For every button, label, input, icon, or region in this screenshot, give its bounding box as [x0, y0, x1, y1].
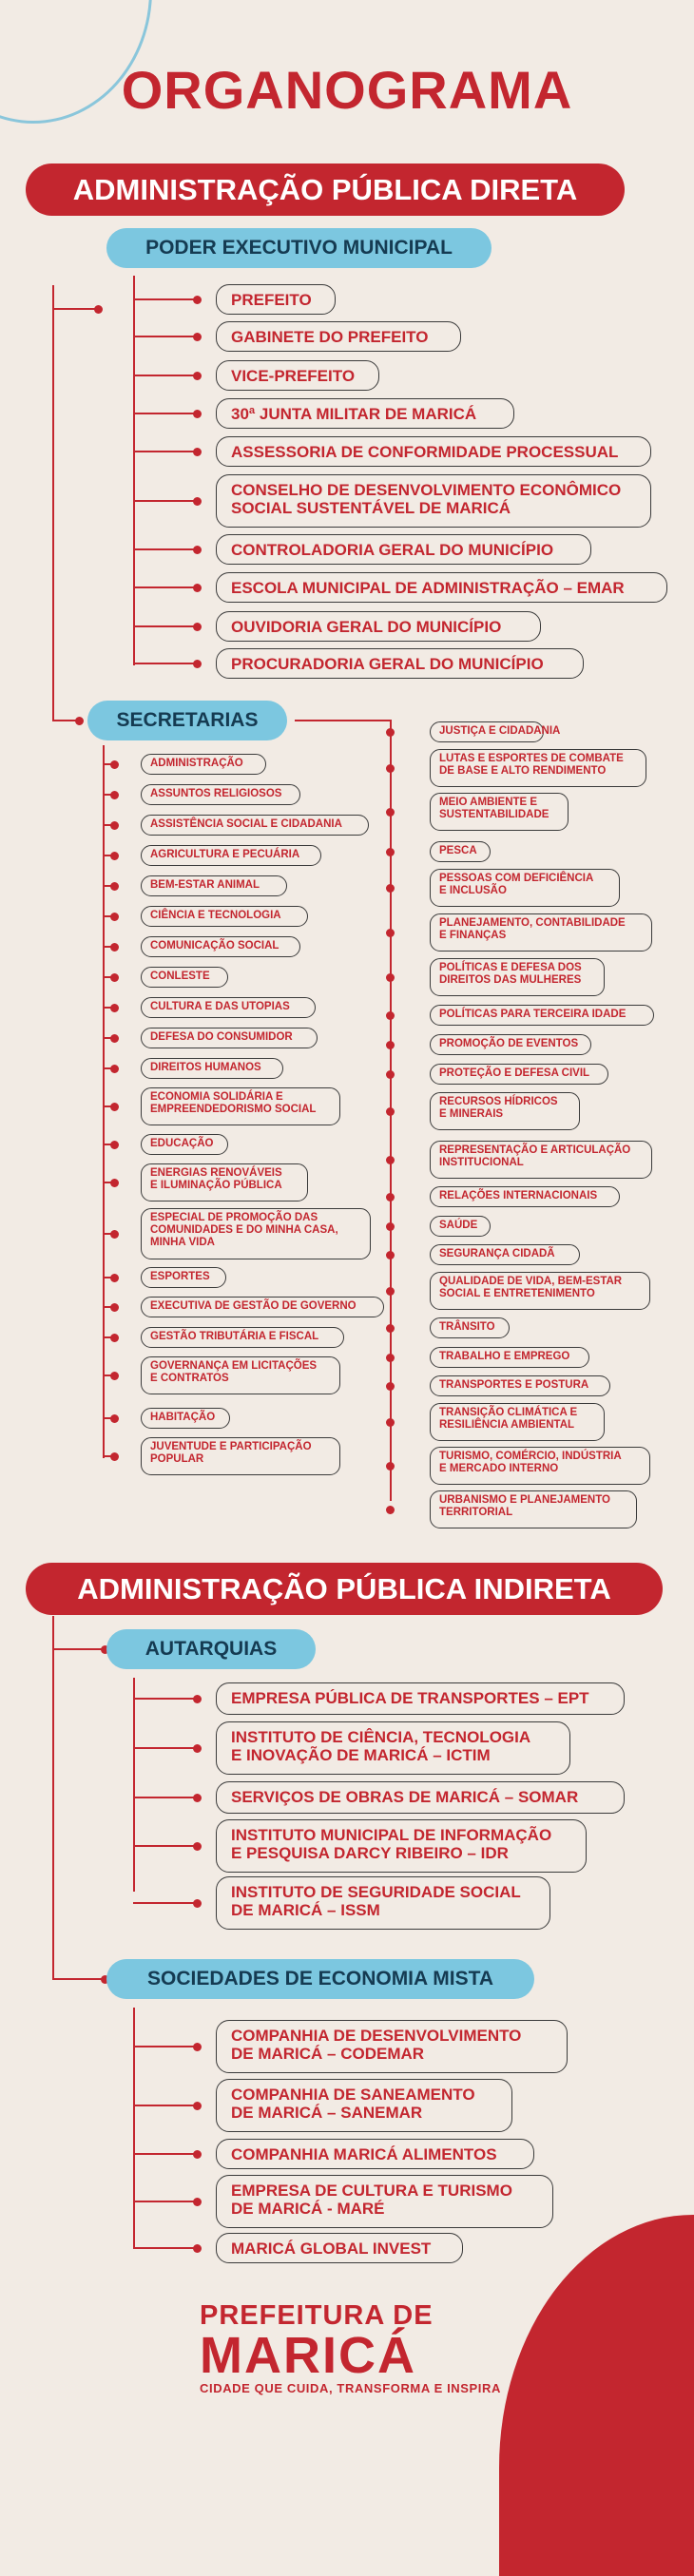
item-dot — [110, 760, 119, 769]
secretaria-left-item: AGRICULTURA E PECUÁRIA — [141, 845, 321, 866]
secretaria-left-item: ESPORTES — [141, 1267, 226, 1288]
secretaria-right-item: RECURSOS HÍDRICOS E MINERAIS — [430, 1092, 580, 1130]
item-dot — [193, 448, 202, 456]
executivo-connector — [52, 308, 98, 310]
secretaria-left-item: GOVERNANÇA EM LICITAÇÕES E CONTRATOS — [141, 1356, 340, 1394]
autarquia-item: SERVIÇOS DE OBRAS DE MARICÁ – SOMAR — [216, 1781, 625, 1814]
executivo-item: 30ª JUNTA MILITAR DE MARICÁ — [216, 398, 514, 429]
item-connector — [133, 2153, 197, 2155]
item-dot — [193, 410, 202, 418]
mista-item: COMPANHIA MARICÁ ALIMENTOS — [216, 2139, 534, 2169]
item-dot — [386, 1324, 395, 1333]
item-dot — [193, 1899, 202, 1908]
item-connector — [133, 663, 197, 664]
secretaria-right-item: SEGURANÇA CIDADÃ — [430, 1244, 580, 1265]
footer-line2: MARICÁ — [200, 2327, 416, 2384]
autarquia-item: INSTITUTO DE SEGURIDADE SOCIAL DE MARICÁ – ISSM — [216, 1876, 550, 1930]
secretaria-left-item: ASSUNTOS RELIGIOSOS — [141, 784, 300, 805]
secretaria-right-item: TRANSIÇÃO CLIMÁTICA E RESILIÊNCIA AMBIENTAL — [430, 1403, 605, 1441]
item-dot — [386, 1011, 395, 1020]
footer-tagline: CIDADE QUE CUIDA, TRANSFORMA E INSPIRA — [200, 2381, 501, 2395]
secretaria-right-item: JUSTIÇA E CIDADANIA — [430, 721, 544, 742]
secretaria-right-item: TURISMO, COMÉRCIO, INDÚSTRIA E MERCADO INTERNO — [430, 1447, 650, 1485]
item-dot — [110, 1230, 119, 1239]
footer-line1: PREFEITURA DE — [200, 2300, 434, 2331]
item-connector — [133, 625, 197, 627]
secretaria-left-item: EDUCAÇÃO — [141, 1134, 228, 1155]
secretaria-right-item: URBANISMO E PLANEJAMENTO TERRITORIAL — [430, 1490, 637, 1528]
item-dot — [110, 1452, 119, 1461]
executivo-vertical-line — [133, 276, 135, 665]
secretaria-right-item: POLÍTICAS PARA TERCEIRA IDADE — [430, 1005, 654, 1026]
item-dot — [193, 2150, 202, 2159]
item-dot — [386, 973, 395, 982]
item-dot — [386, 1222, 395, 1231]
executivo-pill: PODER EXECUTIVO MUNICIPAL — [106, 228, 492, 268]
item-dot — [386, 1418, 395, 1427]
secretaria-right-item: PLANEJAMENTO, CONTABILIDADE E FINANÇAS — [430, 913, 652, 952]
item-connector — [133, 2201, 197, 2202]
item-dot — [386, 1382, 395, 1391]
item-connector — [133, 548, 197, 550]
item-dot — [193, 623, 202, 631]
item-dot — [110, 791, 119, 799]
direta-trunk-line — [52, 285, 54, 721]
item-dot — [386, 1156, 395, 1164]
page-title: ORGANOGRAMA — [121, 60, 573, 120]
item-dot — [386, 808, 395, 817]
item-connector — [133, 2247, 197, 2249]
item-dot — [110, 1065, 119, 1073]
executivo-item: OUVIDORIA GERAL DO MUNICÍPIO — [216, 611, 541, 642]
secretarias-pill: SECRETARIAS — [87, 701, 287, 740]
secretaria-right-item: MEIO AMBIENTE E SUSTENTABILIDADE — [430, 793, 569, 831]
item-dot — [193, 372, 202, 380]
secretaria-right-item: SAÚDE — [430, 1216, 491, 1237]
item-dot — [193, 1744, 202, 1753]
secretaria-left-item: DIREITOS HUMANOS — [141, 1058, 283, 1079]
item-dot — [193, 1842, 202, 1851]
secretaria-right-item: RELAÇÕES INTERNACIONAIS — [430, 1186, 620, 1207]
item-dot — [110, 852, 119, 860]
item-dot — [193, 1794, 202, 1802]
autarquias-pill: AUTARQUIAS — [106, 1629, 316, 1669]
secretarias-right-horizontal — [295, 720, 390, 721]
secretaria-left-item: JUVENTUDE E PARTICIPAÇÃO POPULAR — [141, 1437, 340, 1475]
secretaria-left-item: ESPECIAL DE PROMOÇÃO DAS COMUNIDADES E DO MINHA CASA, MINHA VIDA — [141, 1208, 371, 1259]
item-dot — [386, 1287, 395, 1296]
item-dot — [110, 821, 119, 830]
item-dot — [193, 296, 202, 304]
item-dot — [386, 884, 395, 893]
autarquia-item: EMPRESA PÚBLICA DE TRANSPORTES – EPT — [216, 1682, 625, 1715]
item-dot — [386, 1506, 395, 1514]
secretaria-left-item: EXECUTIVA DE GESTÃO DE GOVERNO — [141, 1297, 384, 1317]
item-dot — [193, 1695, 202, 1703]
item-dot — [386, 848, 395, 856]
mista-pill: SOCIEDADES DE ECONOMIA MISTA — [106, 1959, 534, 1999]
indireta-banner: ADMINISTRAÇÃO PÚBLICA INDIRETA — [26, 1563, 663, 1615]
secretaria-right-item: TRÂNSITO — [430, 1317, 510, 1338]
item-dot — [386, 1107, 395, 1116]
item-dot — [193, 333, 202, 341]
autarquia-item: INSTITUTO MUNICIPAL DE INFORMAÇÃO E PESQUISA DARCY RIBEIRO – IDR — [216, 1819, 587, 1873]
item-connector — [133, 2105, 197, 2106]
item-dot — [193, 497, 202, 506]
executivo-item: VICE-PREFEITO — [216, 360, 379, 391]
executivo-item: CONTROLADORIA GERAL DO MUNICÍPIO — [216, 534, 591, 565]
item-dot — [110, 1274, 119, 1282]
item-dot — [193, 2244, 202, 2253]
item-connector — [133, 375, 197, 376]
executivo-item: GABINETE DO PREFEITO — [216, 321, 461, 352]
item-dot — [386, 764, 395, 773]
item-dot — [386, 1462, 395, 1471]
item-dot — [110, 973, 119, 982]
mista-item: COMPANHIA DE DESENVOLVIMENTO DE MARICÁ – CODEMAR — [216, 2020, 568, 2073]
secretaria-right-item: PROTEÇÃO E DEFESA CIVIL — [430, 1064, 608, 1085]
indireta-trunk-line — [52, 1616, 54, 1979]
item-dot — [193, 584, 202, 592]
secretaria-right-item: TRANSPORTES E POSTURA — [430, 1375, 610, 1396]
item-dot — [110, 1414, 119, 1423]
executivo-item: PREFEITO — [216, 284, 336, 315]
executivo-item: ESCOLA MUNICIPAL DE ADMINISTRAÇÃO – EMAR — [216, 572, 667, 603]
executivo-item: CONSELHO DE DESENVOLVIMENTO ECONÔMICO SOCIAL SUSTENTÁVEL DE MARICÁ — [216, 474, 651, 528]
secretaria-left-item: ADMINISTRAÇÃO — [141, 754, 266, 775]
item-dot — [110, 1034, 119, 1043]
secretaria-left-item: CIÊNCIA E TECNOLOGIA — [141, 906, 308, 927]
autarquia-item: INSTITUTO DE CIÊNCIA, TECNOLOGIA E INOVAÇÃO DE MARICÁ – ICTIM — [216, 1721, 570, 1775]
item-connector — [133, 451, 197, 452]
secretaria-right-item: PESCA — [430, 841, 491, 862]
item-dot — [386, 1193, 395, 1201]
item-dot — [193, 2102, 202, 2110]
item-dot — [110, 1103, 119, 1111]
autarquias-vertical-line — [133, 1678, 135, 1892]
item-connector — [133, 413, 197, 414]
item-connector — [133, 298, 197, 300]
item-dot — [110, 1141, 119, 1149]
item-dot — [386, 728, 395, 737]
item-connector — [133, 2046, 197, 2047]
item-dot — [193, 2043, 202, 2051]
item-connector — [133, 1902, 197, 1904]
item-dot — [110, 1334, 119, 1342]
item-dot — [110, 1372, 119, 1380]
footer-logo — [200, 2300, 501, 2395]
secretarias-left-vertical — [103, 745, 105, 1458]
item-dot — [110, 913, 119, 921]
executivo-item: PROCURADORIA GERAL DO MUNICÍPIO — [216, 648, 584, 679]
mista-item: COMPANHIA DE SANEAMENTO DE MARICÁ – SANEMAR — [216, 2079, 512, 2132]
secretaria-left-item: CONLESTE — [141, 967, 228, 988]
item-connector — [133, 500, 197, 502]
secretaria-right-item: LUTAS E ESPORTES DE COMBATE DE BASE E ALTO RENDIMENTO — [430, 749, 646, 787]
item-dot — [193, 660, 202, 668]
decorative-blob — [499, 2215, 694, 2576]
executivo-item: ASSESSORIA DE CONFORMIDADE PROCESSUAL — [216, 436, 651, 467]
item-connector — [133, 1845, 197, 1847]
connector-dot — [75, 717, 84, 725]
item-dot — [110, 1179, 119, 1187]
secretaria-right-item: PROMOÇÃO DE EVENTOS — [430, 1034, 591, 1055]
secretaria-left-item: BEM-ESTAR ANIMAL — [141, 875, 287, 896]
secretaria-left-item: ECONOMIA SOLIDÁRIA E EMPREENDEDORISMO SOCIAL — [141, 1087, 340, 1125]
secretaria-right-item: PESSOAS COM DEFICIÊNCIA E INCLUSÃO — [430, 869, 620, 907]
secretaria-left-item: CULTURA E DAS UTOPIAS — [141, 997, 316, 1018]
secretaria-left-item: ASSISTÊNCIA SOCIAL E CIDADANIA — [141, 815, 369, 836]
item-connector — [133, 336, 197, 337]
mista-item: EMPRESA DE CULTURA E TURISMO DE MARICÁ - MARÉ — [216, 2175, 553, 2228]
item-connector — [133, 1698, 197, 1700]
item-connector — [133, 1797, 197, 1798]
item-connector — [133, 586, 197, 588]
item-dot — [386, 1070, 395, 1079]
item-dot — [110, 882, 119, 891]
item-dot — [386, 1354, 395, 1362]
secretaria-left-item: DEFESA DO CONSUMIDOR — [141, 1028, 318, 1048]
secretaria-left-item: HABITAÇÃO — [141, 1408, 230, 1429]
item-dot — [386, 1251, 395, 1259]
item-dot — [193, 2198, 202, 2206]
item-dot — [386, 1041, 395, 1049]
item-connector — [133, 1747, 197, 1749]
secretaria-right-item: QUALIDADE DE VIDA, BEM-ESTAR SOCIAL E ENTRETENIMENTO — [430, 1272, 650, 1310]
secretaria-left-item: GESTÃO TRIBUTÁRIA E FISCAL — [141, 1327, 344, 1348]
secretaria-left-item: COMUNICAÇÃO SOCIAL — [141, 936, 300, 957]
connector-dot — [94, 305, 103, 314]
secretaria-right-item: POLÍTICAS E DEFESA DOS DIREITOS DAS MULHERES — [430, 958, 605, 996]
direta-banner: ADMINISTRAÇÃO PÚBLICA DIRETA — [26, 163, 625, 216]
item-dot — [193, 546, 202, 554]
secretaria-left-item: ENERGIAS RENOVÁVEIS E ILUMINAÇÃO PÚBLICA — [141, 1163, 308, 1201]
item-dot — [110, 943, 119, 952]
item-dot — [110, 1303, 119, 1312]
mista-item: MARICÁ GLOBAL INVEST — [216, 2233, 463, 2263]
mista-vertical-line — [133, 2008, 135, 2248]
item-dot — [386, 929, 395, 937]
item-dot — [110, 1004, 119, 1012]
secretaria-right-item: TRABALHO E EMPREGO — [430, 1347, 589, 1368]
secretaria-right-item: REPRESENTAÇÃO E ARTICULAÇÃO INSTITUCIONAL — [430, 1141, 652, 1179]
